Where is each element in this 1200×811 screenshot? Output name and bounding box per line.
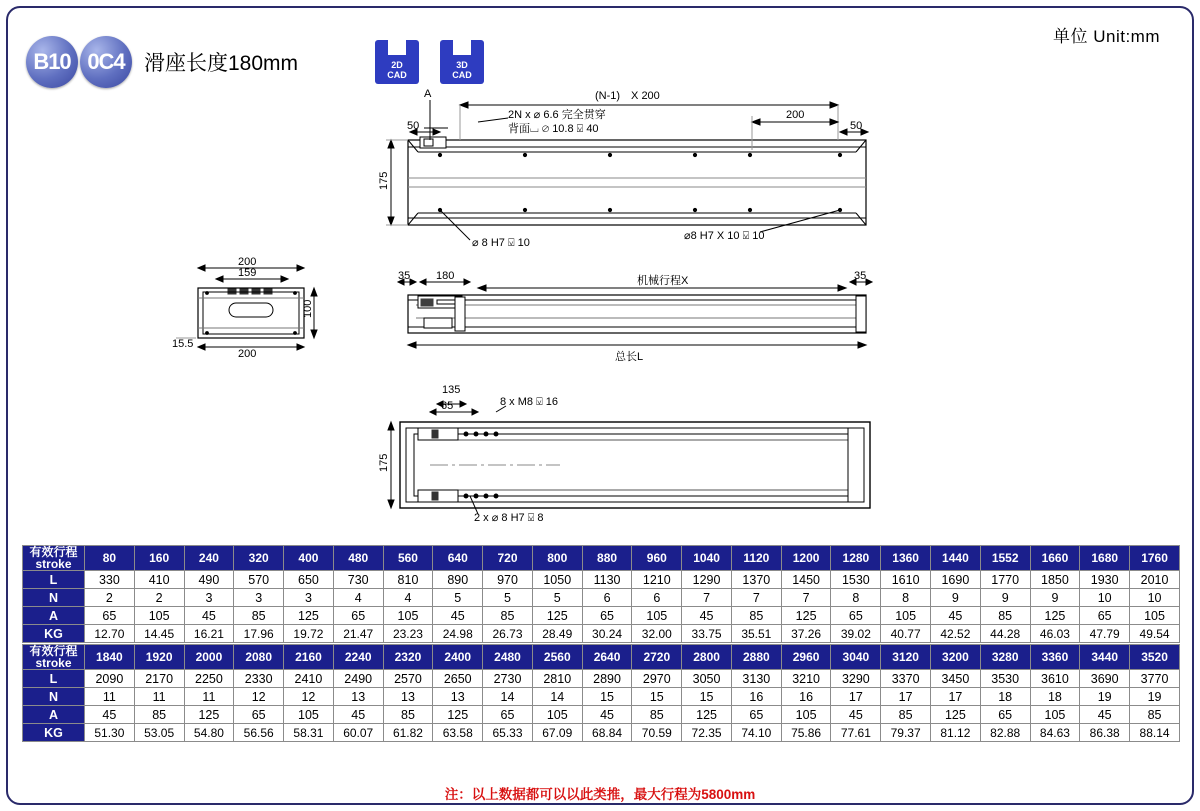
table-row — [23, 571, 1180, 589]
table-note: 注：以上数据都可以以此类推，最大行程为5800mm — [444, 787, 756, 802]
table-cell: 9 — [931, 589, 981, 607]
table-cell: 1660 — [1030, 546, 1080, 571]
table-cell: 65.33 — [483, 724, 533, 742]
row-label-a: A — [23, 607, 85, 625]
table-cell: 3210 — [781, 670, 831, 688]
label-m8-note: 8 x M8 ⍌ 16 — [500, 396, 558, 408]
table-cell: 105 — [881, 607, 931, 625]
table-cell: 15 — [682, 688, 732, 706]
table-cell: 730 — [333, 571, 383, 589]
table-cell: 14.45 — [134, 625, 184, 643]
table-cell: 49.54 — [1130, 625, 1180, 643]
table-cell: 3040 — [831, 645, 881, 670]
table-cell: 3520 — [1130, 645, 1180, 670]
badge-circle-right: 0C4 — [80, 36, 132, 88]
table-cell: 1440 — [931, 546, 981, 571]
table-cell: 14 — [532, 688, 582, 706]
row-label-a: A — [23, 706, 85, 724]
table-cell: 61.82 — [383, 724, 433, 742]
table-cell: 125 — [532, 607, 582, 625]
table-cell: 2560 — [532, 645, 582, 670]
table-cell: 1120 — [731, 546, 781, 571]
table-cell: 45 — [1080, 706, 1130, 724]
table-cell: 23.23 — [383, 625, 433, 643]
table-cell: 3370 — [881, 670, 931, 688]
table-cell: 30.24 — [582, 625, 632, 643]
table-cell: 240 — [184, 546, 234, 571]
table-cell: 160 — [134, 546, 184, 571]
table-cell: 68.84 — [582, 724, 632, 742]
row-label-l: L — [23, 670, 85, 688]
table-cell: 2330 — [234, 670, 284, 688]
table-cell: 1920 — [134, 645, 184, 670]
table-cell: 3610 — [1030, 670, 1080, 688]
table-cell: 3120 — [881, 645, 931, 670]
table-cell: 65 — [980, 706, 1030, 724]
table-cell: 32.00 — [632, 625, 682, 643]
table-cell: 85 — [881, 706, 931, 724]
table-cell: 17.96 — [234, 625, 284, 643]
table-cell: 85 — [234, 607, 284, 625]
spec-table-block2 — [22, 644, 1180, 742]
table-cell: 640 — [433, 546, 483, 571]
table-cell: 18 — [980, 688, 1030, 706]
table-cell: 1770 — [980, 571, 1030, 589]
label-dim50-right: 50 — [850, 120, 863, 132]
table-row — [23, 706, 1180, 724]
table-cell: 2170 — [134, 670, 184, 688]
table-row — [23, 645, 1180, 670]
table-cell: 560 — [383, 546, 433, 571]
table-cell: 2000 — [184, 645, 234, 670]
label-dim159: 159 — [238, 267, 257, 279]
table-cell: 45 — [333, 706, 383, 724]
spec-table-block1 — [22, 545, 1180, 643]
table-cell: 67.09 — [532, 724, 582, 742]
table-cell: 80 — [85, 546, 135, 571]
table-cell: 410 — [134, 571, 184, 589]
table-cell: 1760 — [1130, 546, 1180, 571]
table-cell: 11 — [184, 688, 234, 706]
table-cell: 490 — [184, 571, 234, 589]
table-cell: 16.21 — [184, 625, 234, 643]
table-cell: 2890 — [582, 670, 632, 688]
table-cell: 42.52 — [931, 625, 981, 643]
table-cell: 105 — [532, 706, 582, 724]
table-cell: 3050 — [682, 670, 732, 688]
table-cell: 2650 — [433, 670, 483, 688]
table-cell: 1690 — [931, 571, 981, 589]
table-cell: 28.49 — [532, 625, 582, 643]
table-cell: 47.79 — [1080, 625, 1130, 643]
table-cell: 63.58 — [433, 724, 483, 742]
table-cell: 3 — [284, 589, 334, 607]
row-label-stroke: 有效行程 stroke — [23, 546, 85, 571]
table-cell: 14 — [483, 688, 533, 706]
table-cell: 10 — [1080, 589, 1130, 607]
table-cell: 970 — [483, 571, 533, 589]
table-cell: 810 — [383, 571, 433, 589]
label-pin-bottom: 2 x ⌀ 8 H7 ⍌ 8 — [474, 512, 544, 524]
table-cell: 320 — [234, 546, 284, 571]
table-cell: 84.63 — [1030, 724, 1080, 742]
table-cell: 2010 — [1130, 571, 1180, 589]
table-cell: 35.51 — [731, 625, 781, 643]
table-cell: 85 — [483, 607, 533, 625]
row-label-stroke: 有效行程 stroke — [23, 645, 85, 670]
table-cell: 1280 — [831, 546, 881, 571]
table-cell: 1370 — [731, 571, 781, 589]
table-cell: 960 — [632, 546, 682, 571]
table-cell: 2400 — [433, 645, 483, 670]
spec-table — [22, 545, 1180, 742]
table-cell: 85 — [134, 706, 184, 724]
table-cell: 13 — [383, 688, 433, 706]
row-label-n: N — [23, 589, 85, 607]
table-cell: 51.30 — [85, 724, 135, 742]
row-label-kg: KG — [23, 724, 85, 742]
table-cell: 12.70 — [85, 625, 135, 643]
table-cell: 7 — [781, 589, 831, 607]
table-cell: 105 — [781, 706, 831, 724]
table-row — [23, 589, 1180, 607]
label-dim50-left: 50 — [407, 120, 420, 132]
cad-3d-bottom-label: CAD — [452, 70, 472, 80]
table-cell: 105 — [632, 607, 682, 625]
table-cell: 2490 — [333, 670, 383, 688]
table-cell: 79.37 — [881, 724, 931, 742]
table-cell: 125 — [284, 607, 334, 625]
table-cell: 5 — [532, 589, 582, 607]
table-cell: 85 — [980, 607, 1030, 625]
table-cell: 45 — [931, 607, 981, 625]
label-dim200-section-top: 200 — [238, 256, 257, 268]
table-cell: 13 — [433, 688, 483, 706]
table-cell: 1850 — [1030, 571, 1080, 589]
label-stroke: 机械行程X — [637, 275, 689, 287]
table-cell: 85 — [1130, 706, 1180, 724]
label-pin-right: ⌀8 H7 X 10 ⍌ 10 — [684, 230, 765, 242]
table-cell: 2160 — [284, 645, 334, 670]
table-cell: 2250 — [184, 670, 234, 688]
label-dim15-5: 15.5 — [172, 338, 194, 350]
table-cell: 17 — [881, 688, 931, 706]
table-cell: 400 — [284, 546, 334, 571]
table-cell: 5 — [433, 589, 483, 607]
table-cell: 5 — [483, 589, 533, 607]
table-cell: 125 — [682, 706, 732, 724]
table-cell: 2640 — [582, 645, 632, 670]
table-cell: 1290 — [682, 571, 732, 589]
table-cell: 45 — [682, 607, 732, 625]
table-cell: 800 — [532, 546, 582, 571]
table-cell: 3 — [184, 589, 234, 607]
table-cell: 65 — [831, 607, 881, 625]
table-cell: 2810 — [532, 670, 582, 688]
table-cell: 8 — [831, 589, 881, 607]
table-row — [23, 625, 1180, 643]
table-cell: 880 — [582, 546, 632, 571]
table-cell: 26.73 — [483, 625, 533, 643]
table-cell: 65 — [333, 607, 383, 625]
table-cell: 54.80 — [184, 724, 234, 742]
table-cell: 58.31 — [284, 724, 334, 742]
table-cell: 3770 — [1130, 670, 1180, 688]
table-cell: 40.77 — [881, 625, 931, 643]
table-cell: 85 — [731, 607, 781, 625]
table-cell: 1200 — [781, 546, 831, 571]
table-cell: 1840 — [85, 645, 135, 670]
table-cell: 570 — [234, 571, 284, 589]
table-cell: 16 — [781, 688, 831, 706]
table-cell: 1450 — [781, 571, 831, 589]
table-cell: 3530 — [980, 670, 1030, 688]
table-cell: 45 — [85, 706, 135, 724]
table-cell: 18 — [1030, 688, 1080, 706]
label-pitch: (N-1) X 200 — [595, 90, 660, 102]
table-cell: 2410 — [284, 670, 334, 688]
table-row — [23, 688, 1180, 706]
table-cell: 105 — [284, 706, 334, 724]
table-cell: 4 — [383, 589, 433, 607]
table-cell: 65 — [582, 607, 632, 625]
table-cell: 85 — [632, 706, 682, 724]
label-hole-note2: 背面⌴ ⌀ 10.8 ⍌ 40 — [508, 123, 599, 135]
row-label-kg: KG — [23, 625, 85, 643]
table-cell: 17 — [931, 688, 981, 706]
table-cell: 12 — [234, 688, 284, 706]
label-dim175-bottom: 175 — [378, 453, 390, 472]
table-cell: 82.88 — [980, 724, 1030, 742]
table-cell: 7 — [731, 589, 781, 607]
table-cell: 46.03 — [1030, 625, 1080, 643]
table-cell: 3280 — [980, 645, 1030, 670]
table-cell: 2080 — [234, 645, 284, 670]
table-cell: 45 — [184, 607, 234, 625]
table-cell: 65 — [234, 706, 284, 724]
table-cell: 1360 — [881, 546, 931, 571]
table-cell: 2240 — [333, 645, 383, 670]
table-cell: 10 — [1130, 589, 1180, 607]
table-cell: 16 — [731, 688, 781, 706]
model-description: 滑座长度180mm — [144, 52, 299, 75]
table-cell: 105 — [134, 607, 184, 625]
table-cell: 11 — [134, 688, 184, 706]
table-cell: 3200 — [931, 645, 981, 670]
unit-label: 单位 Unit:mm — [1053, 27, 1160, 46]
table-row — [23, 546, 1180, 571]
table-row — [23, 670, 1180, 688]
table-cell: 44.28 — [980, 625, 1030, 643]
table-cell: 9 — [1030, 589, 1080, 607]
table-cell: 1210 — [632, 571, 682, 589]
label-dim175-top: 175 — [378, 171, 390, 190]
table-cell: 85 — [383, 706, 433, 724]
label-dim35-left: 35 — [398, 270, 411, 282]
table-cell: 72.35 — [682, 724, 732, 742]
label-dim35-right: 35 — [854, 270, 867, 282]
table-cell: 650 — [284, 571, 334, 589]
table-cell: 3690 — [1080, 670, 1130, 688]
table-cell: 3360 — [1030, 645, 1080, 670]
table-cell: 45 — [582, 706, 632, 724]
table-cell: 19 — [1130, 688, 1180, 706]
table-cell: 77.61 — [831, 724, 881, 742]
table-cell: 45 — [831, 706, 881, 724]
table-cell: 39.02 — [831, 625, 881, 643]
table-cell: 1610 — [881, 571, 931, 589]
table-cell: 2880 — [731, 645, 781, 670]
row-label-n: N — [23, 688, 85, 706]
table-cell: 3290 — [831, 670, 881, 688]
table-cell: 125 — [781, 607, 831, 625]
table-cell: 330 — [85, 571, 135, 589]
table-cell: 24.98 — [433, 625, 483, 643]
table-cell: 3450 — [931, 670, 981, 688]
table-cell: 2970 — [632, 670, 682, 688]
table-cell: 65 — [731, 706, 781, 724]
table-cell: 13 — [333, 688, 383, 706]
table-cell: 56.56 — [234, 724, 284, 742]
table-cell: 125 — [184, 706, 234, 724]
label-letter-a: A — [424, 88, 432, 100]
table-cell: 65 — [85, 607, 135, 625]
table-cell: 6 — [582, 589, 632, 607]
cad-2d-bottom-label: CAD — [387, 70, 407, 80]
table-cell: 3440 — [1080, 645, 1130, 670]
table-cell: 86.38 — [1080, 724, 1130, 742]
table-cell: 2960 — [781, 645, 831, 670]
cad-3d-top-label: 3D — [456, 60, 468, 70]
label-dim65: 65 — [441, 400, 454, 412]
table-cell: 81.12 — [931, 724, 981, 742]
table-cell: 3 — [234, 589, 284, 607]
label-dim100: 100 — [302, 299, 314, 318]
table-cell: 1040 — [682, 546, 732, 571]
table-cell: 3130 — [731, 670, 781, 688]
table-cell: 1130 — [582, 571, 632, 589]
table-cell: 1930 — [1080, 571, 1130, 589]
label-dim200-section-bottom: 200 — [238, 348, 257, 360]
table-cell: 53.05 — [134, 724, 184, 742]
table-cell: 7 — [682, 589, 732, 607]
table-cell: 15 — [632, 688, 682, 706]
cad-2d-top-label: 2D — [391, 60, 403, 70]
table-cell: 2480 — [483, 645, 533, 670]
label-hole-note1: 2N x ⌀ 6.6 完全贯穿 — [508, 109, 606, 121]
table-cell: 2720 — [632, 645, 682, 670]
table-cell: 2 — [134, 589, 184, 607]
table-cell: 17 — [831, 688, 881, 706]
table-cell: 720 — [483, 546, 533, 571]
table-cell: 65 — [1080, 607, 1130, 625]
table-cell: 2090 — [85, 670, 135, 688]
table-cell: 19 — [1080, 688, 1130, 706]
table-cell: 45 — [433, 607, 483, 625]
table-cell: 21.47 — [333, 625, 383, 643]
table-cell: 1530 — [831, 571, 881, 589]
table-cell: 1050 — [532, 571, 582, 589]
badge-circle-left: B10 — [26, 36, 78, 88]
row-label-l: L — [23, 571, 85, 589]
table-cell: 60.07 — [333, 724, 383, 742]
table-cell: 890 — [433, 571, 483, 589]
table-cell: 2570 — [383, 670, 433, 688]
table-cell: 4 — [333, 589, 383, 607]
table-row — [23, 607, 1180, 625]
table-cell: 15 — [582, 688, 632, 706]
table-cell: 11 — [85, 688, 135, 706]
table-cell: 105 — [1130, 607, 1180, 625]
table-cell: 74.10 — [731, 724, 781, 742]
table-cell: 6 — [632, 589, 682, 607]
table-cell: 2 — [85, 589, 135, 607]
table-cell: 8 — [881, 589, 931, 607]
table-cell: 70.59 — [632, 724, 682, 742]
label-dim180: 180 — [436, 270, 455, 282]
table-cell: 105 — [1030, 706, 1080, 724]
table-cell: 33.75 — [682, 625, 732, 643]
table-cell: 125 — [931, 706, 981, 724]
table-cell: 125 — [1030, 607, 1080, 625]
label-pin-left: ⌀ 8 H7 ⍌ 10 — [472, 237, 530, 249]
label-dim200-top: 200 — [786, 109, 805, 121]
table-cell: 2800 — [682, 645, 732, 670]
table-cell: 75.86 — [781, 724, 831, 742]
table-cell: 9 — [980, 589, 1030, 607]
table-cell: 65 — [483, 706, 533, 724]
table-cell: 2730 — [483, 670, 533, 688]
table-cell: 2320 — [383, 645, 433, 670]
table-row — [23, 724, 1180, 742]
table-cell: 37.26 — [781, 625, 831, 643]
table-cell: 1680 — [1080, 546, 1130, 571]
table-cell: 88.14 — [1130, 724, 1180, 742]
table-cell: 19.72 — [284, 625, 334, 643]
table-cell: 125 — [433, 706, 483, 724]
table-cell: 1552 — [980, 546, 1030, 571]
label-dim135: 135 — [442, 384, 461, 396]
table-cell: 480 — [333, 546, 383, 571]
table-cell: 105 — [383, 607, 433, 625]
table-cell: 12 — [284, 688, 334, 706]
label-total-length: 总长L — [615, 351, 644, 363]
